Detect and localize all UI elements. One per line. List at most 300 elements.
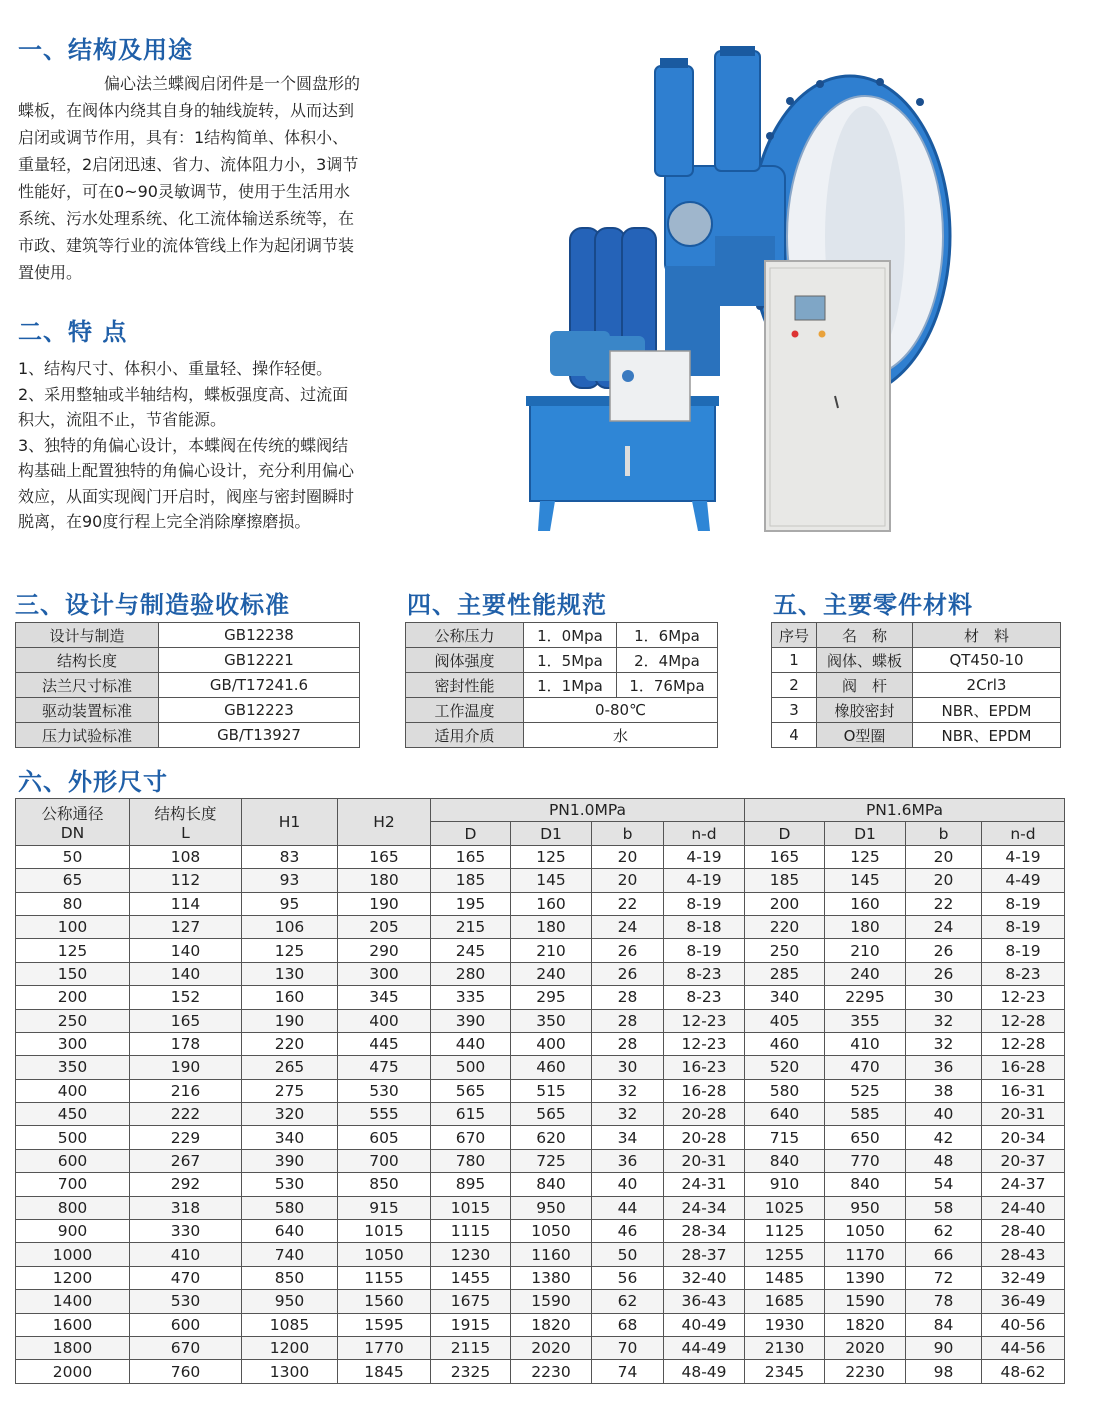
table-cell: 62 bbox=[592, 1290, 664, 1313]
table-cell: 160 bbox=[825, 892, 906, 915]
table-cell: 42 bbox=[906, 1126, 982, 1149]
table-cell: 715 bbox=[745, 1126, 825, 1149]
table-cell: 450 bbox=[16, 1103, 130, 1126]
table-cell: 54 bbox=[906, 1173, 982, 1196]
table-row bbox=[406, 623, 718, 648]
table-cell: 410 bbox=[130, 1243, 242, 1266]
table-cell: 335 bbox=[431, 986, 511, 1009]
table-cell: 40 bbox=[592, 1173, 664, 1196]
table-cell: 190 bbox=[242, 1009, 338, 1032]
table-cell: 190 bbox=[338, 892, 431, 915]
part-material: NBR、EPDM bbox=[913, 723, 1061, 748]
table-cell: 700 bbox=[338, 1149, 431, 1172]
table-cell: 44-56 bbox=[982, 1336, 1065, 1359]
pn16-group-header: PN1.6MPa bbox=[745, 799, 1065, 822]
table-row bbox=[772, 698, 1061, 723]
table-cell: 40-56 bbox=[982, 1313, 1065, 1336]
table-row bbox=[406, 648, 718, 673]
table-cell: 100 bbox=[16, 915, 130, 938]
h2-header: H2 bbox=[338, 799, 431, 846]
table-cell: 28 bbox=[592, 986, 664, 1009]
table-cell: 65 bbox=[16, 869, 130, 892]
table-cell: 195 bbox=[431, 892, 511, 915]
table-cell: 24-34 bbox=[664, 1196, 745, 1219]
table-cell: 220 bbox=[745, 915, 825, 938]
table-row bbox=[16, 915, 1065, 938]
table-cell: 2230 bbox=[825, 1360, 906, 1383]
table-cell: 285 bbox=[745, 962, 825, 985]
part-name: O型圈 bbox=[817, 723, 913, 748]
table-cell: 2230 bbox=[511, 1360, 592, 1383]
table-cell: 152 bbox=[130, 986, 242, 1009]
table-cell: 20 bbox=[592, 869, 664, 892]
table-cell: 165 bbox=[338, 845, 431, 868]
table-cell: 1400 bbox=[16, 1290, 130, 1313]
table-cell: 1200 bbox=[16, 1266, 130, 1289]
table-cell: 20-28 bbox=[664, 1126, 745, 1149]
table-row bbox=[16, 698, 360, 723]
table-cell: 32 bbox=[592, 1103, 664, 1126]
table-cell: 350 bbox=[511, 1009, 592, 1032]
table-cell: 48 bbox=[906, 1149, 982, 1172]
table-cell: 30 bbox=[906, 986, 982, 1009]
column-header: n-d bbox=[664, 822, 745, 845]
table-cell: 1600 bbox=[16, 1313, 130, 1336]
table-cell: 145 bbox=[825, 869, 906, 892]
table-row bbox=[16, 1173, 1065, 1196]
table-row bbox=[16, 962, 1065, 985]
table-row bbox=[16, 1336, 1065, 1359]
table-cell: 215 bbox=[431, 915, 511, 938]
column-header: D bbox=[745, 822, 825, 845]
table-cell: 725 bbox=[511, 1149, 592, 1172]
standard-label: 设计与制造 bbox=[16, 623, 159, 648]
table-cell: 390 bbox=[431, 1009, 511, 1032]
performance-label: 阀体强度 bbox=[406, 648, 524, 673]
dn-header bbox=[16, 799, 130, 846]
table-cell: 28-37 bbox=[664, 1243, 745, 1266]
performance-table bbox=[405, 622, 718, 748]
table-cell: 400 bbox=[338, 1009, 431, 1032]
standard-value: GB/T13927 bbox=[159, 723, 360, 748]
table-cell: 222 bbox=[130, 1103, 242, 1126]
table-cell: 44 bbox=[592, 1196, 664, 1219]
table-cell: 460 bbox=[511, 1056, 592, 1079]
table-cell: 185 bbox=[745, 869, 825, 892]
table-cell: 950 bbox=[825, 1196, 906, 1219]
standard-value: GB12221 bbox=[159, 648, 360, 673]
table-cell: 740 bbox=[242, 1243, 338, 1266]
table-cell: 640 bbox=[745, 1103, 825, 1126]
table-cell: 108 bbox=[130, 845, 242, 868]
column-header: 材 料 bbox=[913, 623, 1061, 648]
table-row bbox=[406, 673, 718, 698]
table-cell: 250 bbox=[16, 1009, 130, 1032]
table-cell: 200 bbox=[16, 986, 130, 1009]
table-cell: 390 bbox=[242, 1149, 338, 1172]
table-cell: 1930 bbox=[745, 1313, 825, 1336]
table-cell: 250 bbox=[745, 939, 825, 962]
table-cell: 515 bbox=[511, 1079, 592, 1102]
table-cell: 180 bbox=[511, 915, 592, 938]
table-cell: 320 bbox=[242, 1103, 338, 1126]
feature-item-1: 1、结构尺寸、体积小、重量轻、操作轻便。 bbox=[18, 359, 333, 378]
table-cell: 56 bbox=[592, 1266, 664, 1289]
section-4-heading: 四、主要性能规范 bbox=[407, 591, 607, 619]
table-row bbox=[406, 698, 718, 723]
table-cell: 670 bbox=[130, 1336, 242, 1359]
table-cell: 1025 bbox=[745, 1196, 825, 1219]
table-cell: 445 bbox=[338, 1032, 431, 1055]
table-cell: 93 bbox=[242, 869, 338, 892]
table-cell: 22 bbox=[592, 892, 664, 915]
table-cell: 20-31 bbox=[664, 1149, 745, 1172]
table-row bbox=[16, 1266, 1065, 1289]
part-name: 橡胶密封 bbox=[817, 698, 913, 723]
pn10-value: 1．0Mpa bbox=[524, 623, 617, 648]
table-cell: 470 bbox=[130, 1266, 242, 1289]
table-cell: 220 bbox=[242, 1032, 338, 1055]
table-cell: 165 bbox=[745, 845, 825, 868]
table-cell: 26 bbox=[906, 939, 982, 962]
table-header-row bbox=[772, 623, 1061, 648]
table-cell: 620 bbox=[511, 1126, 592, 1149]
table-cell: 130 bbox=[242, 962, 338, 985]
structure-description: 偏心法兰蝶阀启闭件是一个圆盘形的蝶板，在阀体内绕其自身的轴线旋转，从而达到启闭或调节作用，具有：1结构简单、体积小、重量轻，2启闭迅速、省力、流体阻力小，3调节性能好，可在0~90灵敏调节，使用于生活用水系统、污水处理系统、化工流体输送系统等，在市政、建筑等行业的流体管线上作为起闭调节装置使用。 bbox=[18, 74, 361, 282]
table-cell: 950 bbox=[511, 1196, 592, 1219]
table-cell: 275 bbox=[242, 1079, 338, 1102]
part-material: QT450-10 bbox=[913, 648, 1061, 673]
table-cell: 8-19 bbox=[982, 892, 1065, 915]
butterfly-valve-illustration bbox=[410, 6, 1060, 574]
table-cell: 1770 bbox=[338, 1336, 431, 1359]
pn16-value: 1．76Mpa bbox=[617, 673, 718, 698]
table-cell: 32-40 bbox=[664, 1266, 745, 1289]
table-row bbox=[16, 1196, 1065, 1219]
table-cell: 2345 bbox=[745, 1360, 825, 1383]
standard-value: GB12223 bbox=[159, 698, 360, 723]
table-cell: 62 bbox=[906, 1220, 982, 1243]
table-cell: 38 bbox=[906, 1079, 982, 1102]
table-cell: 760 bbox=[130, 1360, 242, 1383]
table-cell: 22 bbox=[906, 892, 982, 915]
table-cell: 410 bbox=[825, 1032, 906, 1055]
table-cell: 440 bbox=[431, 1032, 511, 1055]
table-cell: 1170 bbox=[825, 1243, 906, 1266]
table-cell: 28-43 bbox=[982, 1243, 1065, 1266]
table-cell: 1845 bbox=[338, 1360, 431, 1383]
table-cell: 4-19 bbox=[664, 869, 745, 892]
table-cell: 20-31 bbox=[982, 1103, 1065, 1126]
performance-label: 密封性能 bbox=[406, 673, 524, 698]
table-cell: 20 bbox=[592, 845, 664, 868]
table-cell: 32 bbox=[592, 1079, 664, 1102]
table-row bbox=[772, 723, 1061, 748]
table-cell: 1115 bbox=[431, 1220, 511, 1243]
table-cell: 1085 bbox=[242, 1313, 338, 1336]
table-cell: 36 bbox=[906, 1056, 982, 1079]
table-cell: 330 bbox=[130, 1220, 242, 1243]
table-cell: 165 bbox=[130, 1009, 242, 1032]
table-cell: 770 bbox=[825, 1149, 906, 1172]
table-cell: 600 bbox=[130, 1313, 242, 1336]
table-cell: 80 bbox=[16, 892, 130, 915]
table-cell: 475 bbox=[338, 1056, 431, 1079]
table-cell: 83 bbox=[242, 845, 338, 868]
table-cell: 530 bbox=[242, 1173, 338, 1196]
table-cell: 1300 bbox=[242, 1360, 338, 1383]
table-cell: 125 bbox=[16, 939, 130, 962]
standard-label: 驱动装置标准 bbox=[16, 698, 159, 723]
table-cell: 265 bbox=[242, 1056, 338, 1079]
performance-value: 水 bbox=[524, 723, 718, 748]
table-cell: 300 bbox=[16, 1032, 130, 1055]
standard-label: 结构长度 bbox=[16, 648, 159, 673]
table-cell: 2000 bbox=[16, 1360, 130, 1383]
standard-label: 法兰尺寸标准 bbox=[16, 673, 159, 698]
table-cell: 112 bbox=[130, 869, 242, 892]
column-header: D1 bbox=[511, 822, 592, 845]
table-cell: 26 bbox=[592, 939, 664, 962]
table-cell: 40 bbox=[906, 1103, 982, 1126]
table-cell: 405 bbox=[745, 1009, 825, 1032]
table-cell: 28 bbox=[592, 1032, 664, 1055]
table-cell: 840 bbox=[511, 1173, 592, 1196]
table-cell: 16-31 bbox=[982, 1079, 1065, 1102]
table-cell: 125 bbox=[242, 939, 338, 962]
table-cell: 1050 bbox=[338, 1243, 431, 1266]
table-cell: 32 bbox=[906, 1009, 982, 1032]
table-cell: 50 bbox=[592, 1243, 664, 1266]
table-row bbox=[16, 845, 1065, 868]
table-row bbox=[16, 939, 1065, 962]
table-cell: 145 bbox=[511, 869, 592, 892]
table-cell: 520 bbox=[745, 1056, 825, 1079]
table-cell: 500 bbox=[431, 1056, 511, 1079]
table-cell: 1050 bbox=[825, 1220, 906, 1243]
table-cell: 40-49 bbox=[664, 1313, 745, 1336]
table-cell: 4-19 bbox=[664, 845, 745, 868]
table-row bbox=[16, 1149, 1065, 1172]
table-cell: 190 bbox=[130, 1056, 242, 1079]
table-cell: 2130 bbox=[745, 1336, 825, 1359]
table-cell: 1230 bbox=[431, 1243, 511, 1266]
table-cell: 36-49 bbox=[982, 1290, 1065, 1313]
table-cell: 4-19 bbox=[982, 845, 1065, 868]
table-cell: 280 bbox=[431, 962, 511, 985]
column-header: D1 bbox=[825, 822, 906, 845]
table-cell: 1200 bbox=[242, 1336, 338, 1359]
table-cell: 565 bbox=[511, 1103, 592, 1126]
table-row bbox=[16, 673, 360, 698]
pn16-value: 2．4Mpa bbox=[617, 648, 718, 673]
column-header: n-d bbox=[982, 822, 1065, 845]
table-row bbox=[16, 1009, 1065, 1032]
table-cell: 127 bbox=[130, 915, 242, 938]
table-cell: 8-19 bbox=[664, 939, 745, 962]
table-cell: 580 bbox=[242, 1196, 338, 1219]
table-cell: 90 bbox=[906, 1336, 982, 1359]
table-row bbox=[16, 1243, 1065, 1266]
table-cell: 32 bbox=[906, 1032, 982, 1055]
table-cell: 1685 bbox=[745, 1290, 825, 1313]
section-5-heading: 五、主要零件材料 bbox=[773, 591, 973, 619]
pn10-value: 1．5Mpa bbox=[524, 648, 617, 673]
table-cell: 12-28 bbox=[982, 1009, 1065, 1032]
table-cell: 950 bbox=[242, 1290, 338, 1313]
table-cell: 34 bbox=[592, 1126, 664, 1149]
table-cell: 1820 bbox=[511, 1313, 592, 1336]
table-cell: 1800 bbox=[16, 1336, 130, 1359]
table-cell: 555 bbox=[338, 1103, 431, 1126]
table-cell: 180 bbox=[825, 915, 906, 938]
table-cell: 20 bbox=[906, 869, 982, 892]
features-list bbox=[18, 356, 364, 535]
table-cell: 26 bbox=[592, 962, 664, 985]
table-cell: 12-23 bbox=[982, 986, 1065, 1009]
table-cell: 1595 bbox=[338, 1313, 431, 1336]
table-cell: 114 bbox=[130, 892, 242, 915]
table-cell: 180 bbox=[338, 869, 431, 892]
length-header-label: 结构长度 bbox=[154, 804, 217, 823]
part-material: 2Crl3 bbox=[913, 673, 1061, 698]
table-cell: 840 bbox=[825, 1173, 906, 1196]
table-cell: 670 bbox=[431, 1126, 511, 1149]
table-cell: 295 bbox=[511, 986, 592, 1009]
table-cell: 140 bbox=[130, 962, 242, 985]
column-header: D bbox=[431, 822, 511, 845]
table-cell: 2115 bbox=[431, 1336, 511, 1359]
table-row bbox=[16, 1220, 1065, 1243]
table-row bbox=[16, 1032, 1065, 1055]
table-row bbox=[16, 892, 1065, 915]
table-cell: 200 bbox=[745, 892, 825, 915]
table-cell: 20-28 bbox=[664, 1103, 745, 1126]
table-cell: 400 bbox=[16, 1079, 130, 1102]
table-cell: 48-62 bbox=[982, 1360, 1065, 1383]
table-cell: 4-49 bbox=[982, 869, 1065, 892]
table-row bbox=[16, 869, 1065, 892]
table-cell: 30 bbox=[592, 1056, 664, 1079]
feature-item-2: 2、采用整轴或半轴结构，蝶板强度高、过流面积大，流阻不止，节省能源。 bbox=[18, 384, 349, 429]
table-cell: 800 bbox=[16, 1196, 130, 1219]
table-cell: 8-19 bbox=[982, 939, 1065, 962]
dn-header-symbol: DN bbox=[60, 823, 85, 842]
table-cell: 24-40 bbox=[982, 1196, 1065, 1219]
table-cell: 1015 bbox=[338, 1220, 431, 1243]
column-header: 序号 bbox=[772, 623, 817, 648]
table-row bbox=[406, 723, 718, 748]
performance-label: 适用介质 bbox=[406, 723, 524, 748]
table-cell: 84 bbox=[906, 1313, 982, 1336]
part-name: 阀 杆 bbox=[817, 673, 913, 698]
table-cell: 58 bbox=[906, 1196, 982, 1219]
table-cell: 1915 bbox=[431, 1313, 511, 1336]
table-cell: 500 bbox=[16, 1126, 130, 1149]
table-row bbox=[16, 1360, 1065, 1383]
table-cell: 165 bbox=[431, 845, 511, 868]
table-cell: 1560 bbox=[338, 1290, 431, 1313]
table-row bbox=[772, 673, 1061, 698]
table-cell: 780 bbox=[431, 1149, 511, 1172]
table-cell: 895 bbox=[431, 1173, 511, 1196]
table-cell: 140 bbox=[130, 939, 242, 962]
table-cell: 340 bbox=[242, 1126, 338, 1149]
column-header: b bbox=[906, 822, 982, 845]
table-cell: 530 bbox=[338, 1079, 431, 1102]
table-cell: 48-49 bbox=[664, 1360, 745, 1383]
table-cell: 1160 bbox=[511, 1243, 592, 1266]
table-cell: 2295 bbox=[825, 986, 906, 1009]
table-cell: 12-28 bbox=[982, 1032, 1065, 1055]
pn16-value: 1．6Mpa bbox=[617, 623, 718, 648]
table-cell: 318 bbox=[130, 1196, 242, 1219]
table-row bbox=[16, 1103, 1065, 1126]
part-number: 1 bbox=[772, 648, 817, 673]
table-cell: 470 bbox=[825, 1056, 906, 1079]
table-cell: 1000 bbox=[16, 1243, 130, 1266]
table-cell: 44-49 bbox=[664, 1336, 745, 1359]
table-cell: 850 bbox=[338, 1173, 431, 1196]
length-header bbox=[130, 799, 242, 846]
table-cell: 20-37 bbox=[982, 1149, 1065, 1172]
table-cell: 1675 bbox=[431, 1290, 511, 1313]
table-cell: 290 bbox=[338, 939, 431, 962]
table-cell: 245 bbox=[431, 939, 511, 962]
table-cell: 2020 bbox=[825, 1336, 906, 1359]
table-cell: 150 bbox=[16, 962, 130, 985]
table-cell: 78 bbox=[906, 1290, 982, 1313]
pn10-value: 1．1Mpa bbox=[524, 673, 617, 698]
table-cell: 36-43 bbox=[664, 1290, 745, 1313]
part-number: 4 bbox=[772, 723, 817, 748]
section-2-heading: 二、特 点 bbox=[18, 318, 128, 346]
table-cell: 605 bbox=[338, 1126, 431, 1149]
section-6-heading: 六、外形尺寸 bbox=[18, 768, 168, 796]
table-cell: 1380 bbox=[511, 1266, 592, 1289]
section-1-heading: 一、结构及用途 bbox=[18, 36, 193, 64]
table-cell: 600 bbox=[16, 1149, 130, 1172]
materials-table bbox=[771, 622, 1061, 748]
table-cell: 125 bbox=[511, 845, 592, 868]
table-cell: 8-23 bbox=[982, 962, 1065, 985]
table-cell: 74 bbox=[592, 1360, 664, 1383]
table-cell: 1590 bbox=[511, 1290, 592, 1313]
table-cell: 1125 bbox=[745, 1220, 825, 1243]
table-cell: 1455 bbox=[431, 1266, 511, 1289]
table-cell: 36 bbox=[592, 1149, 664, 1172]
table-cell: 840 bbox=[745, 1149, 825, 1172]
table-cell: 292 bbox=[130, 1173, 242, 1196]
standard-value: GB12238 bbox=[159, 623, 360, 648]
table-cell: 125 bbox=[825, 845, 906, 868]
table-cell: 20-34 bbox=[982, 1126, 1065, 1149]
table-cell: 160 bbox=[242, 986, 338, 1009]
table-cell: 650 bbox=[825, 1126, 906, 1149]
table-row bbox=[16, 1290, 1065, 1313]
table-cell: 26 bbox=[906, 962, 982, 985]
table-cell: 28-34 bbox=[664, 1220, 745, 1243]
table-cell: 8-23 bbox=[664, 962, 745, 985]
table-cell: 160 bbox=[511, 892, 592, 915]
table-cell: 70 bbox=[592, 1336, 664, 1359]
table-cell: 12-23 bbox=[664, 1032, 745, 1055]
table-cell: 72 bbox=[906, 1266, 982, 1289]
table-cell: 850 bbox=[242, 1266, 338, 1289]
table-row bbox=[16, 723, 360, 748]
table-cell: 106 bbox=[242, 915, 338, 938]
table-cell: 1820 bbox=[825, 1313, 906, 1336]
